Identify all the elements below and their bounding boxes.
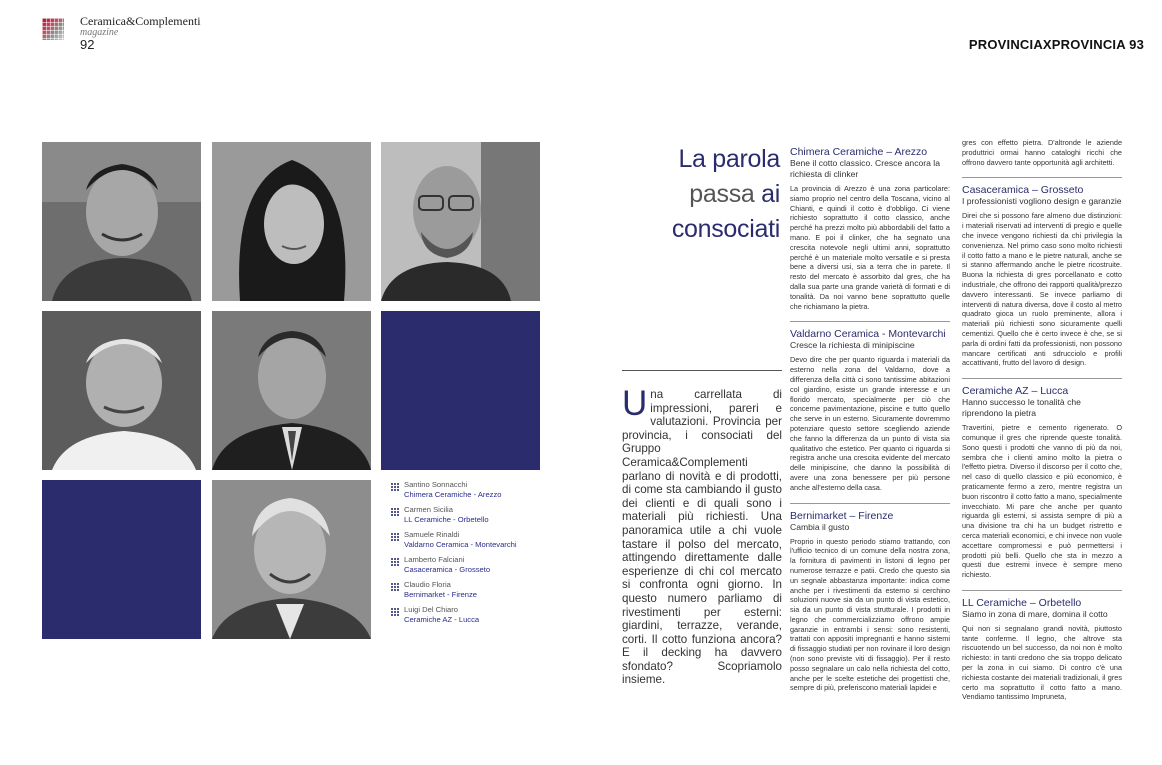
portrait-man-glasses-icon bbox=[381, 142, 540, 301]
portrait-man-suit-icon bbox=[212, 311, 371, 470]
left-page bbox=[0, 0, 572, 765]
portrait-photo-4 bbox=[42, 311, 201, 470]
portrait-photo-2 bbox=[212, 142, 371, 301]
brand-subtitle: magazine bbox=[80, 27, 119, 38]
section-heading: Ceramiche AZ – Lucca bbox=[962, 385, 1069, 398]
section-heading: Chimera Ceramiche – Arezzo bbox=[790, 146, 928, 158]
color-block-blue bbox=[381, 311, 540, 470]
contributor-name: Samuele Rinaldi bbox=[404, 530, 460, 539]
contributor-company: Bernimarket - Firenze bbox=[404, 590, 478, 599]
contributor-company: Ceramiche AZ - Lucca bbox=[404, 615, 480, 624]
contributor-name: Luigi Del Chiaro bbox=[404, 605, 459, 614]
bullet-square-icon bbox=[390, 557, 399, 566]
contributor-company: Valdarno Ceramica - Montevarchi bbox=[404, 540, 517, 549]
contributor-company: Casaceramica - Grosseto bbox=[404, 565, 491, 574]
title-line-2b: ai bbox=[761, 180, 780, 208]
contributor-name: Carmen Sicilia bbox=[404, 505, 453, 514]
continued-text: gres con effetto pietra. D'altronde le aziende produttrici ormai hanno cataloghi ricchi che offrono davvero tante opportunità agli architetti. bbox=[962, 138, 1122, 167]
article-intro bbox=[622, 384, 782, 687]
portrait-man-smiling-icon bbox=[42, 142, 201, 301]
section-divider bbox=[962, 590, 1122, 591]
brand-name: Ceramica&Complementi bbox=[80, 14, 201, 28]
section-body: La provincia di Arezzo è una zona particolare: siamo proprio nel centro della Toscana, vicino al Chianti, e quindi il cotto è d'obbligo. Ci viene richiesto soprattutto il cotto classico, anche perché ha prezzi molto più abbordabili del fatto a mano. E poi il clinker, che ha segnato una crescita notevole negli ultimi anni, soprattutto perché è un materiale molto versatile e si presta bene a diversi usi, sia a terra che in parete. Il resto del mercato è assorbito dal gres, che ha dalla sua parte una grande varietà di formati e di tonalità. Da noi vanno bene soprattutto quelle che richiamano la pietra. bbox=[790, 184, 950, 311]
section-header: PROVINCIAXPROVINCIA 93 bbox=[968, 37, 1144, 52]
title-line-2 bbox=[630, 177, 780, 212]
contributor-item bbox=[390, 555, 540, 575]
article-title bbox=[630, 142, 780, 247]
color-block-blue-2 bbox=[42, 480, 201, 639]
section-heading: LL Ceramiche – Orbetello bbox=[962, 596, 1082, 609]
section-body: Direi che si possono fare almeno due distinzioni: i materiali riservati ad interventi di pregio e quelle che invece vengono richiesti da chi privilegia la convenienza. Nel primo caso sono molto richiesti il cotto fatto a mano e le pietre naturali, anche se si stanno affermando anche le pietre ricostruite. Buona la richiesta di gres porcellanato e cotto industriale, che offrono dei rapporti qualità/prezzo davvero interessanti. Se invece parliamo di interventi di natura diversa, dove il costo al metro quadrato gioca un ruolo preminente, allora i materiali più richiesti sono sicuramente quelli cementizi. Quello che è certo invece è che, se si parla di ordini fatti da professionisti, non possono mancare certificati anti sdrucciolo e profili accattivanti, frutto del lavoro di design. bbox=[962, 211, 1122, 368]
section-subheading: Cambia il gusto bbox=[790, 521, 850, 532]
article-column-2 bbox=[962, 138, 1122, 712]
title-line-1: La parola bbox=[678, 145, 780, 173]
portrait-photo-3 bbox=[381, 142, 540, 301]
portrait-photo-1 bbox=[42, 142, 201, 301]
contributor-name: Claudio Floria bbox=[404, 580, 451, 589]
intro-divider bbox=[622, 370, 782, 371]
section-body: Qui non si segnalano grandi novità, piuttosto tante conferme. Il legno, che altrove sta riscuotendo un bel successo, da noi non è molto richiesto: in tanti credono che sia troppo delicato per la zona in cui siamo. Di contro c'è una richiesta costante dei materiali tradizionali, il gres certo ma soprattutto il cotto fatto a mano. Vendiamo tantissimo Impruneta, bbox=[962, 623, 1122, 702]
contributor-name: Lamberto Falciani bbox=[404, 555, 465, 564]
portrait-photo-5 bbox=[212, 311, 371, 470]
portrait-woman-icon bbox=[212, 142, 371, 301]
contributor-item bbox=[390, 480, 540, 500]
contributor-company: LL Ceramiche - Orbetello bbox=[404, 515, 489, 524]
article-column-1 bbox=[790, 142, 950, 703]
contributor-item bbox=[390, 505, 540, 525]
section-subheading: Bene il cotto classico. Cresce ancora la richiesta di clinker bbox=[790, 158, 940, 179]
section-subheading: Siamo in zona di mare, domina il cotto bbox=[962, 608, 1108, 619]
intro-text: na carrellata di impressioni, pareri e valutazioni. Provincia per provincia, i consociati del Gruppo Ceramica&Complementi parlano di novità e di prodotti, di come sta cambiando il gusto dei clienti e di quali sono i materiali più richiesti. Una panoramica utile a chi vuole tastare il polso del mercato, attingendo direttamente dalle esperienze di chi col mercato si confronta ogni giorno. In questo numero parliamo di rivestimenti per esterni: giardini, terrazze, verande, corti. Il cotto funziona ancora? E il decking ha davvero sfondato? Scopriamolo insieme. bbox=[622, 388, 782, 687]
section-heading: Bernimarket – Firenze bbox=[790, 509, 894, 522]
contributor-name: Santino Sonnacchi bbox=[404, 480, 468, 489]
section-subheading: Cresce la richiesta di minipiscine bbox=[790, 340, 915, 351]
portrait-photo-6 bbox=[212, 480, 371, 639]
bullet-square-icon bbox=[390, 482, 399, 491]
contributor-item bbox=[390, 580, 540, 600]
drop-cap: U bbox=[622, 384, 648, 423]
contributor-company: Chimera Ceramiche - Arezzo bbox=[404, 490, 502, 499]
bullet-square-icon bbox=[390, 607, 399, 616]
section-body: Devo dire che per quanto riguarda i materiali da esterno nella zona del Valdarno, dove a differenza della città ci sono tantissime abitazioni col giardino, esiste un grande interesse e un florido mercato, specialmente per ciò che concerne pavimentazione, piscine e tutto quello che serve in un esterno. Sicuramente dovremmo potenziare questo settore scegliendo aziende che fanno la differenza da un punto di vista sia qualitativo che estetico. Per quanto ci riguarda si registra anche una crescita evidente del mercato delle minipiscine, che danno la possibilità di avere una zona benessere per più persone anche all'esterno della casa. bbox=[790, 355, 950, 492]
right-page bbox=[590, 0, 1162, 765]
section-divider bbox=[962, 378, 1122, 379]
portrait-gray-hair-man-icon bbox=[212, 480, 371, 639]
portrait-older-man-icon bbox=[42, 311, 201, 470]
section-subheading: I professionisti vogliono design e garanzie bbox=[962, 196, 1122, 207]
section-divider bbox=[962, 177, 1122, 178]
page-number-left: 92 bbox=[80, 37, 95, 52]
contributors-list bbox=[390, 480, 540, 630]
section-body: Proprio in questo periodo stiamo trattando, con l'ufficio tecnico di un comune della nostra zona, la fornitura di pavimenti in listoni di legno per numerose terrazze e patii. Credo che questo sia un segnale abbastanza importante: indica come anche per i rivestimenti da esterno si cerchino soluzioni nuove sia da un punto di vista estetico, sia da un punto di vista strutturale. I prodotti in legno che commercializziamo offrono ampie garanzie in entrambi i sensi: sono resistenti, trattati con appositi impregnanti e hanno sistemi di fissaggio studiati per non rovinare il loro design (non sono previste viti di fissaggio). Per il resto posso segnalare un calo nella richiesta del cotto, anche per le scelte estetiche dei progettisti che, sempre di più, preferiscono materiali lapidei e bbox=[790, 536, 950, 693]
section-subheading: Hanno successo le tonalità che riprendono la pietra bbox=[962, 397, 1081, 419]
bullet-square-icon bbox=[390, 507, 399, 516]
magazine-logo-icon bbox=[42, 18, 64, 40]
contributor-item bbox=[390, 605, 540, 625]
title-line-3: consociati bbox=[671, 215, 780, 243]
bullet-square-icon bbox=[390, 582, 399, 591]
title-line-2a: passa bbox=[689, 180, 762, 208]
section-divider bbox=[790, 321, 950, 322]
section-body: Travertini, pietre e cemento rigenerato. O comunque il gres che riprende queste tonalità. Sono questi i prodotti che vanno di più da noi, sembra che i clienti amino molto la pietra o l'effetto pietra. Diverso il discorso per il cotto che, nel caso di quello classico e più economico, è praticamente fermo a zero, mentre registra un buon riscontro il cotto fatto a mano, specialmente invecchiato. Mi pare che anche per quanto riguarda gli esterni, si assista sempre di più a una divisione tra chi ha un budget ristretto e cerca materiali economici, e chi invece non vuole accettare compromessi e può permettersi i prodotti più belli. Quello che sta in mezzo a questi due estremi invece è sempre meno richiesto. bbox=[962, 423, 1122, 580]
contributor-item bbox=[390, 530, 540, 550]
section-heading: Casaceramica – Grosseto bbox=[962, 184, 1084, 197]
bullet-square-icon bbox=[390, 532, 399, 541]
section-divider bbox=[790, 503, 950, 504]
section-heading: Valdarno Ceramica - Montevarchi bbox=[790, 328, 946, 341]
